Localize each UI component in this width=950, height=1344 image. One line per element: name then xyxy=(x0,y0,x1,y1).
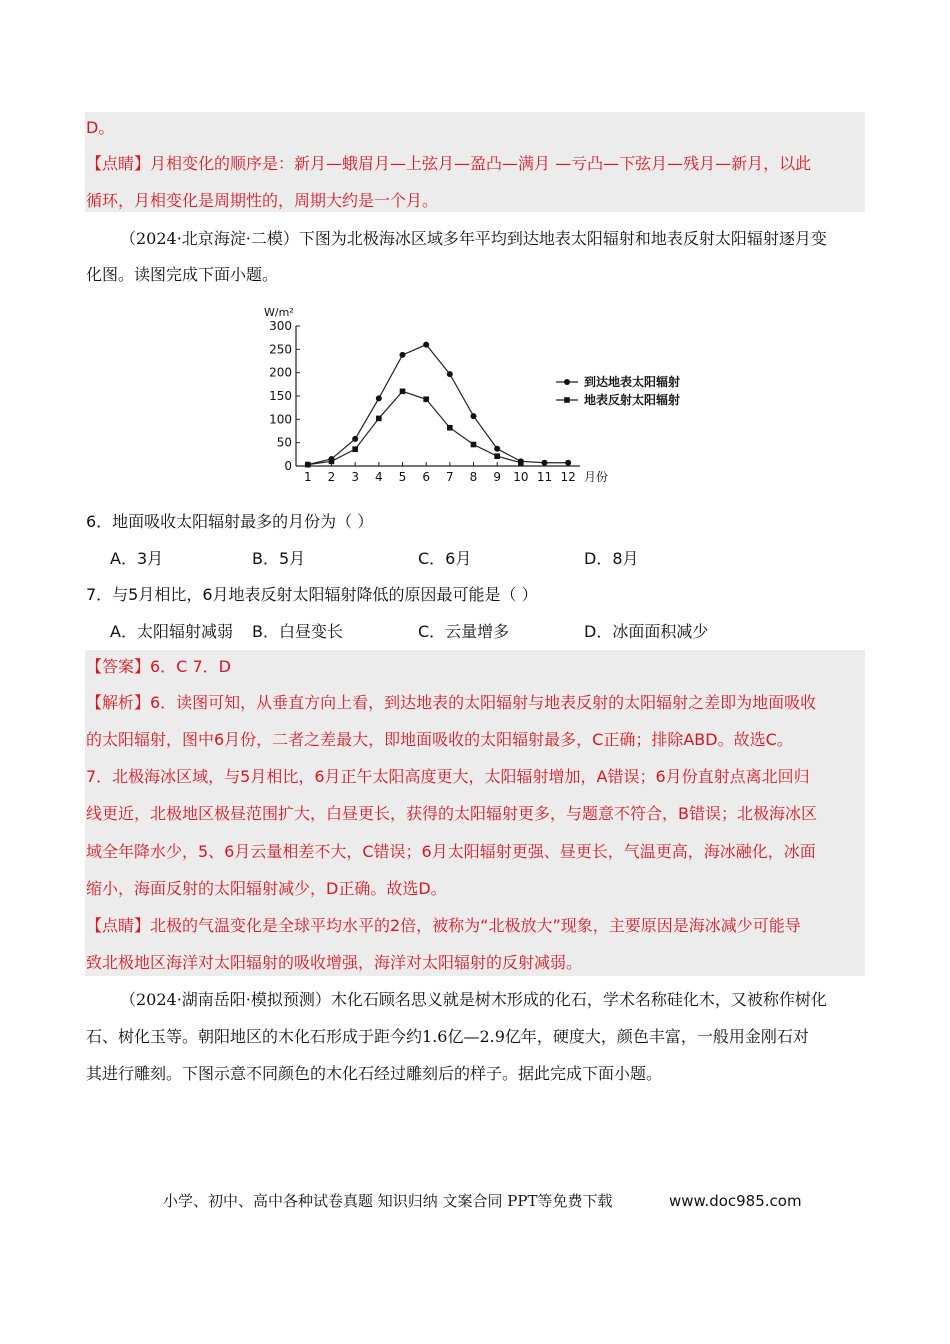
prev-tip-line-1: 【点睛】月相变化的顺序是：新月—蛾眉月—上弦月—盈凸—满月 —亏凸—下弦月—残月—新月，以此 xyxy=(86,154,812,173)
data-point-square xyxy=(305,462,311,468)
data-point-circle xyxy=(494,446,500,452)
data-point-circle xyxy=(471,413,477,419)
analysis-line-6: 缩小，海面反射的太阳辐射减少，D正确。故选D。 xyxy=(86,879,447,898)
x-tick-label: 5 xyxy=(398,470,407,484)
data-point-circle xyxy=(447,371,453,377)
x-tick-label: 1 xyxy=(304,470,312,484)
analysis-line-2: 的太阳辐射，图中6月份，二者之差最大，即地面吸收的太阳辐射最多，C正确；排除ABD。故选C。 xyxy=(86,730,793,749)
y-axis-label: W/m² xyxy=(264,306,294,319)
question-intro-line-2: 化图。读图完成下面小题。 xyxy=(86,265,279,284)
x-tick-label: 3 xyxy=(351,470,359,484)
data-point-circle xyxy=(376,395,382,401)
analysis-line-5: 域全年降水少，5、6月云量相差不大，C错误；6月太阳辐射更强、昼更长，气温更高，海冰融化，冰面 xyxy=(86,842,816,861)
question-6-option-d[interactable]: D．8月 xyxy=(584,549,639,568)
prev-tip-line-2: 循环，月相变化是周期性的，周期大约是一个月。 xyxy=(86,191,439,210)
x-tick-label: 6 xyxy=(422,470,430,484)
question-7-option-a[interactable]: A．太阳辐射减弱 xyxy=(110,622,233,641)
radiation-line-chart xyxy=(250,302,710,492)
tip-line-1: 【点睛】北极的气温变化是全球平均水平的2倍，被称为“北极放大”现象，主要原因是海冰减少可能导 xyxy=(86,916,801,935)
data-point-square xyxy=(329,459,335,465)
x-tick-label: 7 xyxy=(446,470,454,484)
question-7-stem: 7．与5月相比，6月地表反射太阳辐射降低的原因最可能是（ ） xyxy=(86,585,538,604)
analysis-line-3: 7．北极海冰区域，与5月相比，6月正午太阳高度更大，太阳辐射增加，A错误；6月份直射点离北回归 xyxy=(86,767,810,786)
question-6-option-c[interactable]: C．6月 xyxy=(418,549,472,568)
data-point-square xyxy=(400,389,406,395)
data-point-circle xyxy=(400,352,406,358)
data-point-square xyxy=(471,442,477,448)
x-tick-label: 12 xyxy=(560,470,576,484)
data-point-square xyxy=(376,416,382,422)
y-tick-label: 50 xyxy=(276,435,292,450)
question-7-option-d[interactable]: D．冰面面积减少 xyxy=(584,622,709,641)
footer-text: 小学、初中、高中各种试卷真题 知识归纳 文案合同 PPT等免费下载 xyxy=(163,1192,613,1210)
data-point-square xyxy=(494,453,500,459)
legend-marker-square xyxy=(564,397,570,403)
question-7-option-b[interactable]: B．白昼变长 xyxy=(252,622,343,641)
analysis-line-1: 【解析】6．读图可知，从垂直方向上看，到达地表的太阳辐射与地表反射的太阳辐射之差即为地面吸收 xyxy=(86,693,817,712)
data-point-square xyxy=(447,425,453,431)
data-point-circle xyxy=(423,342,429,348)
data-point-circle xyxy=(352,436,358,442)
series-line-2 xyxy=(308,391,521,464)
legend-marker-circle xyxy=(564,379,570,385)
legend-label-1: 到达地表太阳辐射 xyxy=(584,375,681,389)
data-point-circle xyxy=(565,460,571,466)
x-tick-label: 9 xyxy=(493,470,501,484)
y-tick-label: 300 xyxy=(269,319,292,333)
legend-label-2: 地表反射太阳辐射 xyxy=(584,393,681,407)
tip-line-2: 致北极地区海洋对太阳辐射的吸收增强，海洋对太阳辐射的反射减弱。 xyxy=(86,953,583,972)
x-tick-label: 4 xyxy=(375,470,383,484)
question-6-option-b[interactable]: B．5月 xyxy=(252,549,306,568)
question-7-option-c[interactable]: C．云量增多 xyxy=(418,622,510,641)
next-intro-line-2: 石、树化玉等。朝阳地区的木化石形成于距今约1.6亿—2.9亿年，硬度大，颜色丰富，一般用金刚石对 xyxy=(86,1027,809,1046)
data-point-square xyxy=(423,396,429,402)
y-tick-label: 250 xyxy=(269,342,292,357)
question-6-option-a[interactable]: A．3月 xyxy=(110,549,164,568)
prev-answer-tail: D。 xyxy=(86,118,115,137)
series-line-1 xyxy=(308,345,568,465)
y-tick-label: 200 xyxy=(269,365,292,380)
data-point-square xyxy=(352,446,358,452)
x-tick-label: 2 xyxy=(327,470,336,484)
y-tick-label: 150 xyxy=(269,389,292,403)
footer-site-link[interactable]: www.doc985.com xyxy=(669,1192,802,1210)
question-intro-line-1: （2024·北京海淀·二模）下图为北极海冰区域多年平均到达地表太阳辐射和地表反射太阳辐射逐月变 xyxy=(120,229,827,248)
question-6-stem: 6．地面吸收太阳辐射最多的月份为（ ） xyxy=(86,512,374,531)
x-tick-label: 10 xyxy=(513,470,529,484)
data-point-circle xyxy=(542,460,548,466)
x-axis-label: 月份 xyxy=(584,470,609,484)
x-tick-label: 8 xyxy=(469,470,478,484)
answer-line: 【答案】6．C 7．D xyxy=(86,657,231,676)
data-point-square xyxy=(518,460,524,466)
x-tick-label: 11 xyxy=(536,470,553,484)
y-tick-label: 0 xyxy=(284,459,292,473)
analysis-line-4: 线更近，北极地区极昼范围扩大，白昼更长，获得的太阳辐射更多，与题意不符合，B错误；北极海冰区 xyxy=(86,804,817,823)
next-intro-line-3: 其进行雕刻。下图示意不同颜色的木化石经过雕刻后的样子。据此完成下面小题。 xyxy=(86,1064,663,1083)
next-intro-line-1: （2024·湖南岳阳·模拟预测）木化石顾名思义就是树木形成的化石，学术名称硅化木，又被称作树化 xyxy=(120,990,827,1009)
y-tick-label: 100 xyxy=(269,412,292,427)
